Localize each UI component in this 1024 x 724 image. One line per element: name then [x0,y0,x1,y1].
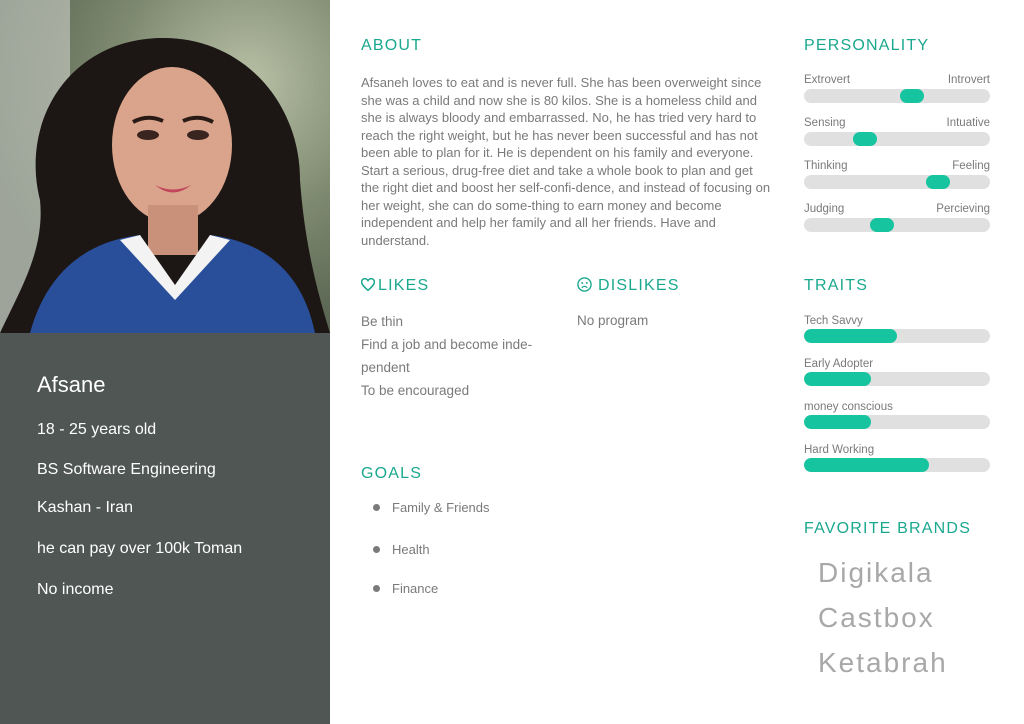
trait-fill [804,415,871,429]
slider-right-label: Feeling [952,160,990,172]
trait-label: Early Adopter [804,358,874,370]
persona-education: BS Software Engineering [37,461,216,478]
slider-left-label: Sensing [804,117,846,129]
slider-left-label: Extrovert [804,74,851,86]
bullet-icon [373,585,380,592]
slider-track [804,175,990,189]
slider-knob [853,132,877,146]
slider-left-label: Thinking [804,160,848,172]
personality-slider-judging-percieving [804,202,990,232]
goal-label: Finance [392,581,439,596]
list-item: To be encouraged [361,383,470,398]
goal-item [373,500,490,515]
traits-heading: TRAITS [804,277,869,294]
slider-right-label: Percieving [936,203,990,215]
personality-slider-extrovert-introvert [804,73,990,103]
persona-income: No income [37,581,114,598]
likes-heading-label: LIKES [378,277,430,294]
trait-tech-savvy [804,314,990,343]
dislikes-list [577,313,648,328]
brand-item: Ketabrah [818,647,948,678]
slider-right-label: Introvert [947,74,990,86]
personality-slider-thinking-feeling [804,159,990,189]
personality-heading: PERSONALITY [804,37,930,54]
dislikes-heading [577,277,680,295]
list-item: Be thin [361,314,404,329]
personality-slider-sensing-intuative [804,116,990,146]
slider-left-label: Judging [804,203,845,215]
heart-icon [361,278,375,291]
trait-label: Hard Working [804,444,875,456]
brand-item: Castbox [818,602,935,633]
slider-knob [900,89,924,103]
about-text: Afsaneh loves to eat and is never full. She has been overweight since she was a child and now she is 80 kilos. She is a homeless child and she is always bloody and embarrassed. No, he has tried very hard to reach the right weight, but he has never been successful and has not been able to plan for it. He is dependent on his family and everyone. Start a serious, drug-free diet and take a whole book to plan and get the right diet and boost her self-confi-dence, and instead of focusing on her weight, she can do some-thing to earn money and become independent and help her family and all her friends. Have and understand. [361,75,771,248]
about-heading: ABOUT [361,37,423,54]
persona-name: Afsane [37,372,106,397]
slider-knob [870,218,894,232]
bullet-icon [373,504,380,511]
trait-track [804,415,990,429]
dislikes-heading-label: DISLIKES [598,277,680,294]
trait-fill [804,458,929,472]
trait-track [804,372,990,386]
list-item: No program [577,313,649,328]
brand-item: Digikala [818,557,934,588]
persona-age: 18 - 25 years old [37,421,157,438]
bullet-icon [373,546,380,553]
profile-photo [0,0,330,333]
trait-track [804,329,990,343]
likes-list [361,310,546,402]
trait-track [804,458,990,472]
goal-label: Health [392,542,430,557]
goal-label: Family & Friends [392,500,490,515]
slider-right-label: Intuative [946,117,990,129]
trait-money-conscious [804,400,990,429]
goal-item [373,542,430,557]
trait-fill [804,372,871,386]
goals-heading: GOALS [361,465,423,482]
profile-info [37,370,243,598]
slider-track [804,132,990,146]
slider-knob [926,175,950,189]
slider-track [804,89,990,103]
trait-hard-working [804,443,990,472]
slider-track [804,218,990,232]
goal-item [373,581,438,596]
trait-label: money conscious [804,401,893,413]
profile-panel [0,0,330,724]
brands-heading: FAVORITE BRANDS [804,520,972,537]
likes-heading [361,277,429,295]
trait-early-adopter [804,357,990,386]
trait-label: Tech Savvy [804,315,863,327]
persona-budget: he can pay over 100k Toman [37,540,243,557]
list-item: Find a job and become inde-pendent [361,337,533,375]
trait-fill [804,329,897,343]
sad-face-icon [577,277,592,292]
persona-location: Kashan - Iran [37,499,134,516]
